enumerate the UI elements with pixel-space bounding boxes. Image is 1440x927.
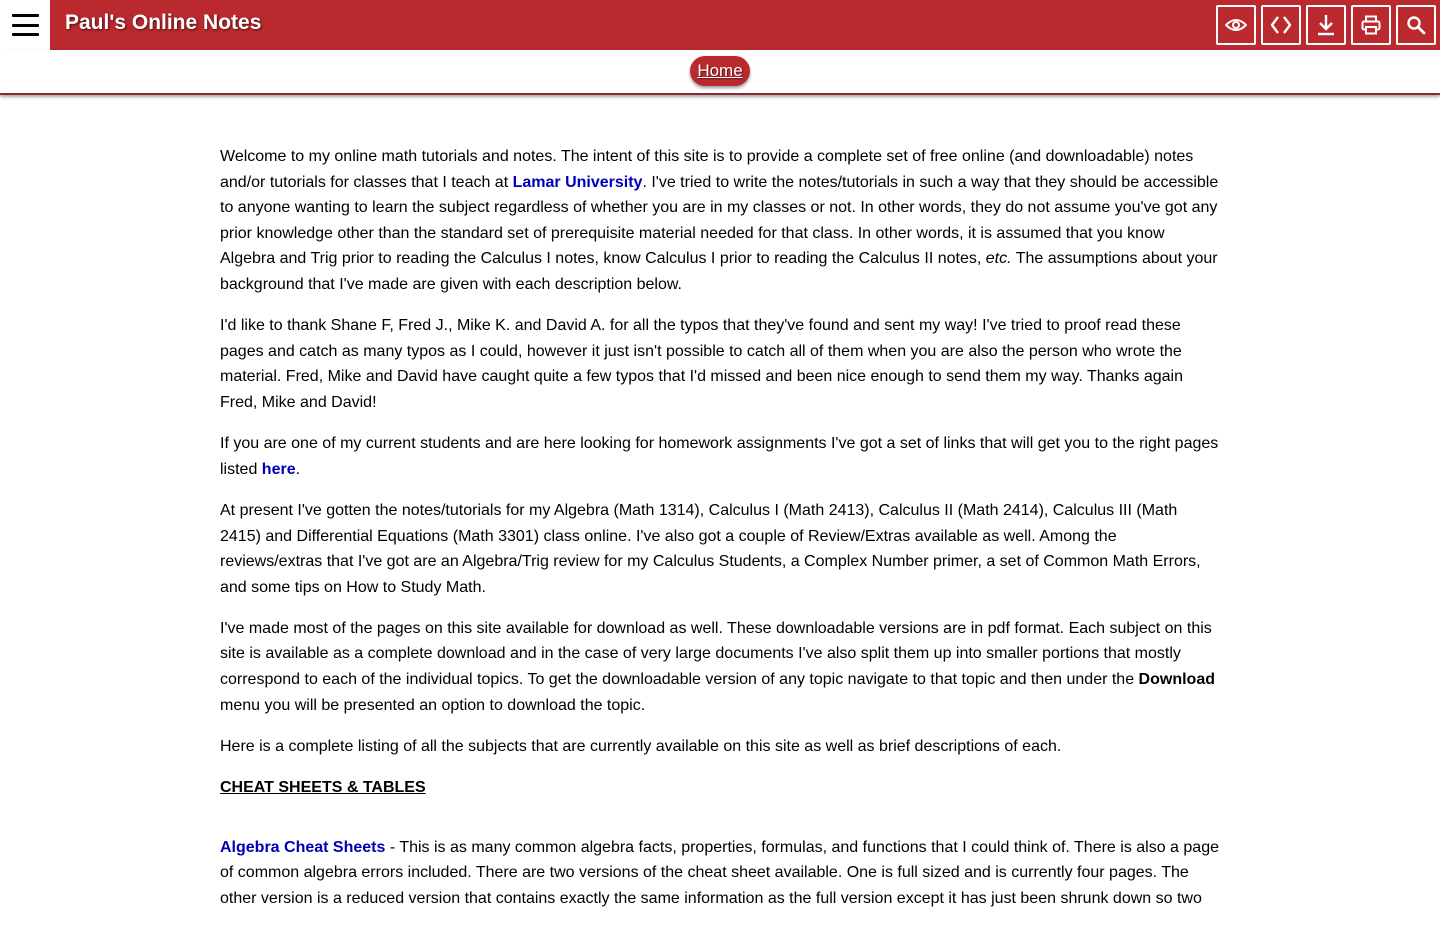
search-button[interactable]: [1396, 5, 1436, 45]
homework-here-link[interactable]: here: [261, 460, 296, 478]
search-icon: [1406, 15, 1426, 35]
top-navbar: [0, 0, 1440, 50]
download-paragraph: I've made most of the pages on this site available for download as well. These downloadable versions are in pdf format. Each subject on this site is available as a complete download and in the case of very large documents I've also split them up into smaller portions that mostly correspond to each of the individual topics. To get the downloadable version of any topic navigate to that topic and then under the Download menu you will be presented an option to download the topic.: [220, 619, 1215, 714]
print-button[interactable]: [1351, 5, 1391, 45]
courses-paragraph: At present I've gotten the notes/tutorials for my Algebra (Math 1314), Calculus I (Math 2413), Calculus II (Math 2414), Calculus III (Math 2415) and Differential Equations (Math 3301) class online. I've also got a couple of Review/Extras available as well. Among the reviews/extras that I've got are an Algebra/Trig review for my Calculus Students, a Complex Number primer, a set of Common Math Errors, and some tips on How to Study Math.: [220, 501, 1201, 596]
print-icon: [1361, 15, 1381, 35]
intro-paragraph: Welcome to my online math tutorials and notes. The intent of this site is to provide a complete set of free online (and downloadable) notes and/or tutorials for classes that I teach at Lamar University. I've tried to write the notes/tutorials in such a way that they should be accessible to anyone wanting to learn the subject regardless of whether you are in my classes or not. In other words, they do not assume you've got any prior knowledge other than the standard set of prerequisite material needed for that class. In other words, it is assumed that you know Algebra and Trig prior to reading the Calculus I notes, know Calculus I prior to reading the Calculus II notes, etc. The assumptions about your background that I've made are given with each description below.: [220, 148, 1219, 293]
homework-paragraph: If you are one of my current students and are here looking for homework assignments I've got a set of links that will get you to the right pages listed here.: [220, 435, 1219, 478]
algebra-cheat-sheets-link[interactable]: Algebra Cheat Sheets: [220, 838, 386, 856]
brand-bar: [50, 0, 1440, 50]
site-title[interactable]: Paul's Online Notes: [65, 11, 262, 34]
hamburger-icon: [12, 14, 39, 36]
code-view-button[interactable]: [1261, 5, 1301, 45]
hamburger-menu-button[interactable]: [0, 0, 50, 50]
main-content: [220, 144, 1220, 927]
lamar-university-link[interactable]: Lamar University: [512, 173, 643, 191]
eye-icon: [1225, 18, 1247, 32]
thanks-paragraph: I'd like to thank Shane F, Fred J., Mike K. and David A. for all the typos that they've found and sent my way! I've tried to proof read these pages and catch as many typos as I could, however it just isn't possible to catch all of them when you are also the person who wrote the material. Fred, Mike and David have caught quite a few typos that I'd missed and been nice enough to send them my way. Thanks again Fred, Mike and David!: [220, 317, 1184, 411]
section-heading: CHEAT SHEETS & TABLES: [220, 779, 426, 797]
breadcrumb: [0, 50, 1440, 95]
algebra-cheat-sheets-paragraph: Algebra Cheat Sheets - This is as many common algebra facts, properties, formulas, and functions that I could think of. There is also a page of common algebra errors included. There are two versions of the cheat sheet available. One is full sized and is currently four pages. The other version is a reduced version that contains exactly the same information as the full version except it has just been shrunk down so two: [220, 838, 1219, 907]
code-icon: [1270, 15, 1292, 35]
toolbar: [1216, 5, 1436, 45]
home-breadcrumb-link[interactable]: Home: [690, 56, 750, 86]
view-toggle-button[interactable]: [1216, 5, 1256, 45]
download-button[interactable]: [1306, 5, 1346, 45]
download-icon: [1316, 14, 1336, 36]
listing-paragraph: Here is a complete listing of all the subjects that are currently available on this site as well as brief descriptions of each.: [220, 737, 1062, 755]
